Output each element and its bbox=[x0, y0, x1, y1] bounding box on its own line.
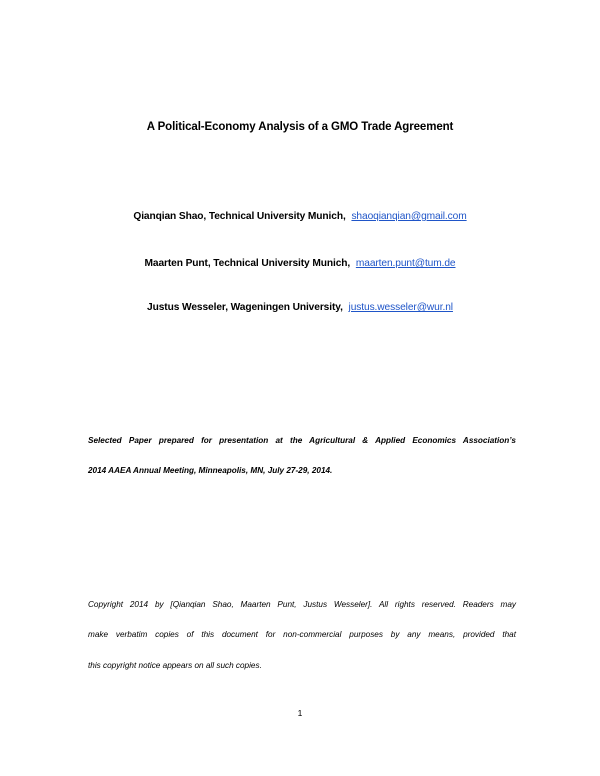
author-line-1 bbox=[0, 211, 600, 222]
copyright-line-2: make verbatim copies of this document for non-commercial purposes by any means, provided that bbox=[88, 630, 516, 639]
author-3-email-link[interactable]: justus.wesseler@wur.nl bbox=[348, 302, 453, 313]
author-line-3 bbox=[0, 302, 600, 313]
author-1-email-link[interactable]: shaoqianqian@gmail.com bbox=[351, 211, 467, 222]
author-2-email-link[interactable]: maarten.punt@tum.de bbox=[355, 258, 456, 269]
author-1-name: Qianqian Shao, Technical University Munich, bbox=[133, 211, 346, 222]
author-line-2 bbox=[0, 258, 600, 269]
selected-paper-line-2: 2014 AAEA Annual Meeting, Minneapolis, MN, July 27-29, 2014. bbox=[88, 466, 333, 475]
selected-paper-line-1: Selected Paper prepared for presentation at the Agricultural & Applied Economics Association’s bbox=[88, 436, 516, 445]
copyright-line-3: this copyright notice appears on all such copies. bbox=[88, 661, 262, 670]
copyright-line-1: Copyright 2014 by [Qianqian Shao, Maarten Punt, Justus Wesseler]. All rights reserved. Readers may bbox=[88, 600, 516, 609]
paper-title: A Political-Economy Analysis of a GMO Trade Agreement bbox=[146, 121, 454, 133]
page-number: 1 bbox=[297, 708, 303, 718]
author-3-name: Justus Wesseler, Wageningen University, bbox=[147, 302, 343, 313]
author-2-name: Maarten Punt, Technical University Munich, bbox=[144, 258, 351, 269]
